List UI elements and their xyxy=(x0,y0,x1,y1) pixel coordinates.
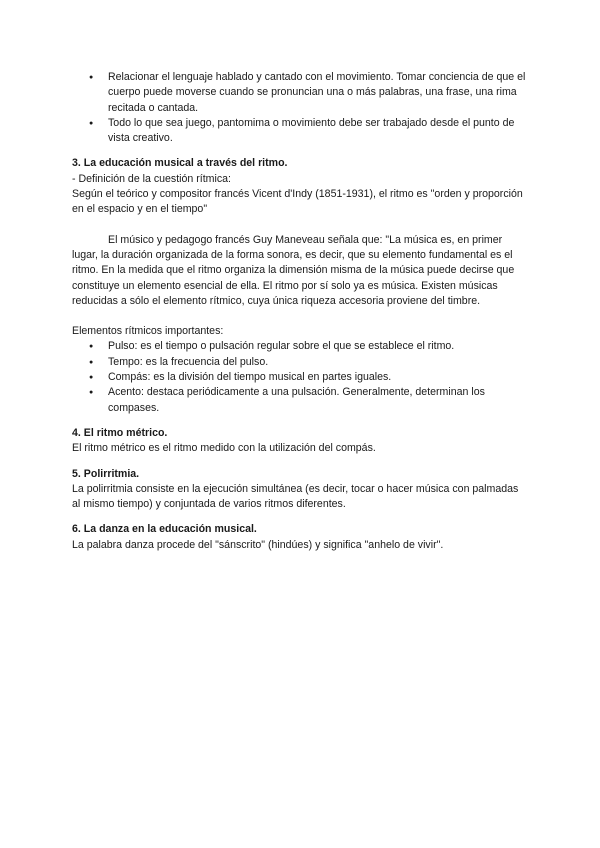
section-3-quote-paragraph: El músico y pedagogo francés Guy Maneveau señala que: "La música es, en primer lugar, la duración organizada de la forma sonora, es decir, que su elemento fundamental es el ritmo. En la medida que el ritmo organiza la dimensión misma de la música puede decirse que constituye un elemento esencial de ella. El ritmo por sí solo ya es música. Existen músicas reducidas a sólo el elemento rítmico, cuya única riqueza accesoria proviene del timbre. xyxy=(72,233,515,307)
section-5-heading: 5. Polirritmia. xyxy=(72,467,140,480)
rhythmic-elements-title: Elementos rítmicos importantes: xyxy=(72,325,224,338)
section-4-body: El ritmo métrico es el ritmo medido con la utilización del compás. xyxy=(72,442,376,455)
list-item: ● Compás: es la división del tiempo musical en partes iguales. xyxy=(108,370,528,385)
list-item: ● Pulso: es el tiempo o pulsación regular sobre el que se establece el ritmo. xyxy=(108,339,528,354)
section-3-subheading: - Definición de la cuestión rítmica: xyxy=(72,172,231,185)
list-item: ● Relacionar el lenguaje hablado y cantado con el movimiento. Tomar conciencia de que el cuerpo puede moverse cuando se pronuncian una o más palabras, una frase, una rima recitada o cantada. xyxy=(108,70,528,116)
section-3-definition: Según el teórico y compositor francés Vicent d'Indy (1851-1931), el ritmo es "orden y proporción en el espacio y en el tiempo" xyxy=(72,188,523,216)
section-6-heading: 6. La danza en la educación musical. xyxy=(72,523,257,536)
section-3-heading: 3. La educación musical a través del ritmo. xyxy=(72,157,288,170)
section-4-heading: 4. El ritmo métrico. xyxy=(72,426,168,439)
section-5-body: La polirritmia consiste en la ejecución simultánea (es decir, tocar o hacer música con palmadas al mismo tiempo) y conjuntada de varios ritmos diferentes. xyxy=(72,482,519,511)
list-item: ● Tempo: es la frecuencia del pulso. xyxy=(108,355,528,370)
page-content xyxy=(72,70,528,553)
rhythmic-elements-list xyxy=(72,339,528,415)
list-item: ● Acento: destaca periódicamente a una pulsación. Generalmente, determinan los compases. xyxy=(108,385,528,416)
list-item: ● Todo lo que sea juego, pantomima o movimiento debe ser trabajado desde el punto de vista creativo. xyxy=(108,116,528,147)
intro-bullet-list xyxy=(72,70,528,146)
section-6-body: La palabra danza procede del "sánscrito" (hindúes) y significa "anhelo de vivir". xyxy=(72,538,444,551)
